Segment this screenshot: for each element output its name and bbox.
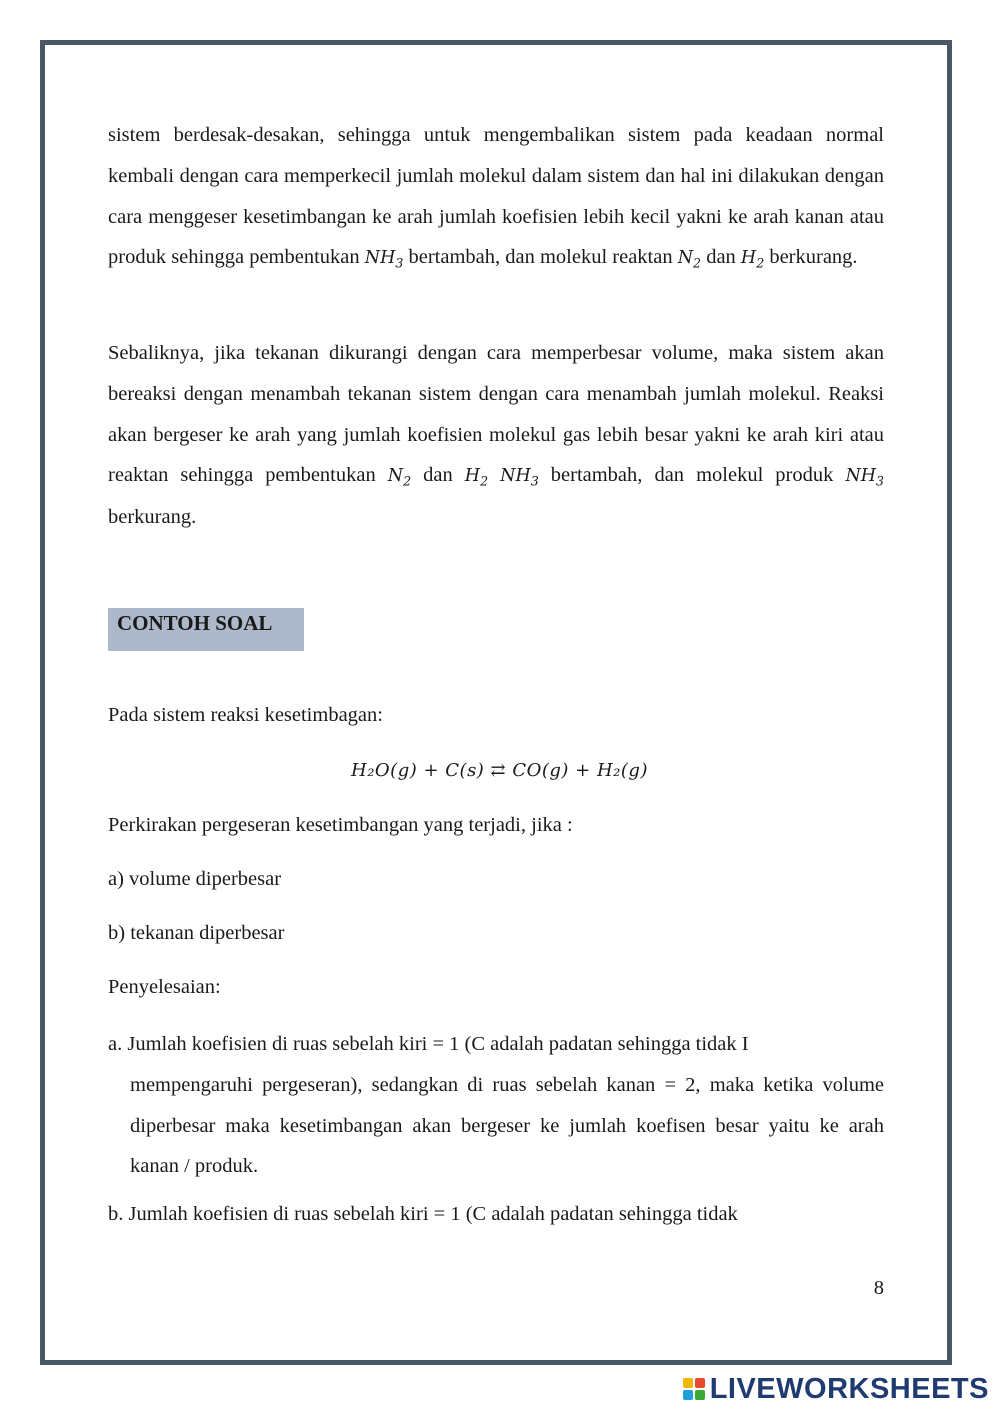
reaction-equation: H₂O(g) + C(s) ⇄ CO(g) + H₂(g) xyxy=(351,760,648,781)
logo-square xyxy=(683,1390,693,1400)
solution-a xyxy=(108,1024,884,1187)
option-a: a) volume diperbesar xyxy=(108,868,282,890)
solution-b: b. Jumlah koefisien di ruas sebelah kiri = 1 (C adalah padatan sehingga tidak xyxy=(108,1203,738,1225)
liveworksheets-brand xyxy=(683,1372,989,1405)
paragraph-1-text-c: dan xyxy=(706,246,736,269)
paragraph-1-text-a: sistem berdesak-desakan, sehingga untuk mengembalikan sistem pada keadaan normal kembali dengan cara memperkecil jumlah molekul dalam sistem dan hal ini dilakukan dengan cara menggeser kesetimbangan ke arah jumlah koefisien lebih kecil yakni ke arah kanan atau produk sehingga pembentukan xyxy=(108,124,884,269)
paragraph-2-text-d: berkurang. xyxy=(108,506,197,529)
solution-a-first-line: a. Jumlah koefisien di ruas sebelah kiri = 1 (C adalah padatan sehingga tidak I xyxy=(108,1033,749,1055)
paragraph-2-text-a: Sebaliknya, jika tekanan dikurangi dengan cara memperbesar volume, maka sistem akan bereaksi dengan menambah tekanan sistem dengan cara menambah jumlah molekul. Reaksi akan bergeser ke arah yang jumlah koefisien molekul gas lebih besar yakni ke arah kiri atau reaktan sehingga pembentukan xyxy=(108,342,884,487)
formula-h2: $H_2$ xyxy=(464,466,489,489)
liveworksheets-logo-icon xyxy=(683,1378,705,1400)
formula-n2: $N_2$ xyxy=(677,248,702,271)
formula-nh3: $NH_3$ xyxy=(500,466,539,489)
paragraph-1 xyxy=(108,115,884,279)
intro-text: Pada sistem reaksi kesetimbagan: xyxy=(108,704,383,726)
page-number: 8 xyxy=(873,1277,884,1299)
solution-label: Penyelesaian: xyxy=(108,976,221,998)
logo-square xyxy=(695,1390,705,1400)
question-text: Perkirakan pergeseran kesetimbangan yang terjadi, jika : xyxy=(108,814,573,836)
paragraph-2-text-b: dan xyxy=(423,464,453,487)
formula-nh3: $NH_3$ xyxy=(845,466,885,489)
paragraph-2-text-c: bertambah, dan molekul produk xyxy=(550,464,834,487)
formula-h2: $H_2$ xyxy=(740,248,765,271)
brand-name: LIVEWORKSHEETS xyxy=(709,1372,989,1405)
formula-nh3: $NH_3$ xyxy=(364,248,404,271)
option-b: b) tekanan diperbesar xyxy=(108,922,285,944)
logo-square xyxy=(695,1378,705,1388)
formula-n2: $N_2$ xyxy=(387,466,412,489)
logo-square xyxy=(683,1378,693,1388)
paragraph-1-text-b: bertambah, dan molekul reaktan xyxy=(408,246,673,269)
paragraph-1-text-d: berkurang. xyxy=(769,246,858,269)
solution-a-rest: mempengaruhi pergeseran), sedangkan di ruas sebelah kanan = 2, maka ketika volume diperbesar maka kesetimbangan akan bergeser ke jumlah koefisen besar yaitu ke arah kanan / produk. xyxy=(130,1073,884,1178)
section-title-badge: CONTOH SOAL xyxy=(108,608,304,651)
paragraph-2 xyxy=(108,333,884,538)
